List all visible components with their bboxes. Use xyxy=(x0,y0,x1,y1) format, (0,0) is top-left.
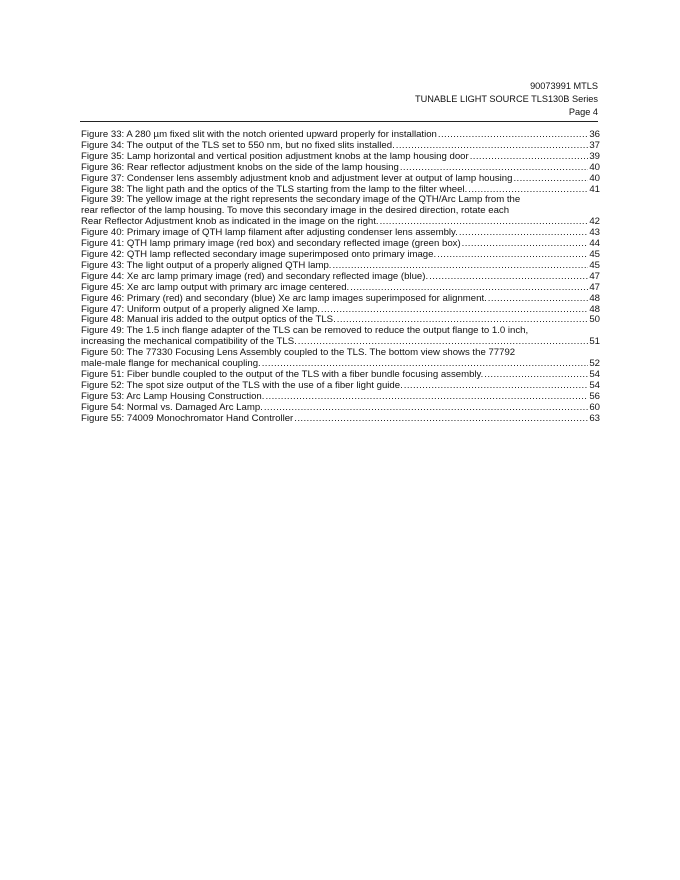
document-title: TUNABLE LIGHT SOURCE TLS130B Series xyxy=(415,94,598,104)
toc-entry-title: Figure 55: 74009 Monochromator Hand Controller xyxy=(81,412,294,424)
toc-entry-title: Figure 33: A 280 µm fixed slit with the notch oriented upward properly for installation xyxy=(81,129,437,140)
toc-entry-page: 54 xyxy=(589,379,600,391)
toc-entry-title: Figure 46: Primary (red) and secondary (blue) Xe arc lamp images superimposed for alignment. xyxy=(81,292,487,304)
dot-leader xyxy=(321,305,588,316)
toc-entry-title: Figure 38: The light path and the optics of the TLS starting from the lamp to the filter wheel. xyxy=(81,183,468,195)
toc-entry-page: 37 xyxy=(589,139,600,151)
toc-entry-title: Figure 45: Xe arc lamp output with primary arc image centered. xyxy=(81,281,350,293)
toc-entry-line: Figure 49: The 1.5 inch flange adapter of the TLS can be removed to reduce the output flange to 1.0 inch, xyxy=(81,325,529,337)
toc-entry-title: Figure 42: QTH lamp reflected secondary image superimposed onto primary image. xyxy=(81,248,437,260)
toc-entry-page: 47 xyxy=(589,270,600,282)
dot-leader xyxy=(438,130,588,141)
toc-entry-title: Figure 47: Uniform output of a properly aligned Xe lamp. xyxy=(81,303,320,315)
page-header xyxy=(415,80,598,119)
toc-entry[interactable] xyxy=(81,348,600,370)
toc-entry-page: 60 xyxy=(589,401,600,413)
toc-entry-page: 56 xyxy=(589,390,600,402)
toc-entry[interactable] xyxy=(81,414,600,425)
toc-entry-title: Figure 43: The light output of a properly aligned QTH lamp. xyxy=(81,259,332,271)
dot-leader xyxy=(484,370,588,381)
toc-entry-title: Figure 52: The spot size output of the TLS with the use of a fiber light guide. xyxy=(81,379,403,391)
toc-entry[interactable] xyxy=(81,326,600,348)
toc-entry-line: Figure 50: The 77330 Focusing Lens Assembly coupled to the TLS. The bottom view shows the 77792 xyxy=(81,347,516,359)
toc-entry-title: Figure 51: Fiber bundle coupled to the output of the TLS with a fiber bundle focusing assembly. xyxy=(81,368,484,380)
toc-entry-page: 48 xyxy=(589,292,600,304)
dot-leader xyxy=(400,163,588,174)
toc-entry[interactable] xyxy=(81,163,600,174)
dot-leader xyxy=(459,228,589,239)
toc-entry-title: Figure 41: QTH lamp primary image (red box) and secondary reflected image (green box) xyxy=(81,238,461,250)
dot-leader xyxy=(470,152,589,163)
dot-leader xyxy=(513,174,588,185)
toc-entry-title: Rear Reflector Adjustment knob as indicated in the image on the right. xyxy=(81,216,379,228)
toc-entry-page: 36 xyxy=(589,129,600,140)
toc-entry-page: 50 xyxy=(589,314,600,326)
toc-entry[interactable] xyxy=(81,283,600,294)
dot-leader xyxy=(294,414,588,425)
toc-entry-page: 41 xyxy=(589,183,600,195)
toc-entry-title: Figure 54: Normal vs. Damaged Arc Lamp. xyxy=(81,401,263,413)
toc-entry-page: 40 xyxy=(589,161,600,173)
dot-leader xyxy=(488,294,589,305)
page-number: Page 4 xyxy=(568,107,598,117)
dot-leader xyxy=(429,272,588,283)
toc-entry-page: 51 xyxy=(589,336,600,348)
toc-entry-page: 52 xyxy=(589,358,600,370)
toc-entry-title: Figure 53: Arc Lamp Housing Construction. xyxy=(81,390,265,402)
document-number: 90073991 MTLS xyxy=(530,81,598,91)
toc-entry-title: Figure 37: Condenser lens assembly adjustment knob and adjustment lever at output of lamp housing xyxy=(81,172,513,184)
toc-entry-title: Figure 40: Primary image of QTH lamp filament after adjusting condenser lens assembly. xyxy=(81,227,458,239)
dot-leader xyxy=(264,403,589,414)
toc-entry[interactable] xyxy=(81,195,600,228)
header-rule xyxy=(80,121,598,122)
toc-entry-page: 44 xyxy=(589,238,600,250)
toc-entry-page: 42 xyxy=(589,216,600,228)
toc-entry[interactable] xyxy=(81,403,600,414)
list-of-figures xyxy=(81,130,600,424)
toc-entry-title: Figure 36: Rear reflector adjustment knobs on the side of the lamp housing xyxy=(81,161,399,173)
toc-entry-title: male-male flange for mechanical coupling. xyxy=(81,358,261,370)
toc-entry[interactable] xyxy=(81,174,600,185)
dot-leader xyxy=(404,381,589,392)
toc-entry-page: 54 xyxy=(589,368,600,380)
toc-entry-title: Figure 35: Lamp horizontal and vertical position adjustment knobs at the lamp housing door xyxy=(81,150,469,162)
toc-entry[interactable] xyxy=(81,294,600,305)
toc-entry-page: 45 xyxy=(589,259,600,271)
dot-leader xyxy=(437,250,588,261)
toc-entry-page: 43 xyxy=(589,227,600,239)
toc-entry-page: 63 xyxy=(589,412,600,424)
toc-entry-line: rear reflector of the lamp housing. To move this secondary image in the desired direction, rotate each xyxy=(81,205,510,217)
dot-leader xyxy=(265,392,588,403)
toc-entry-page: 47 xyxy=(589,281,600,293)
toc-entry-page: 48 xyxy=(589,303,600,315)
toc-entry-title: Figure 34: The output of the TLS set to 550 nm, but no fixed slits installed. xyxy=(81,139,395,151)
dot-leader xyxy=(350,283,588,294)
toc-entry-page: 45 xyxy=(589,248,600,260)
toc-entry-line: Figure 39: The yellow image at the right represents the secondary image of the QTH/Arc Lamp from the xyxy=(81,194,521,206)
toc-entry-page: 40 xyxy=(589,172,600,184)
toc-entry-title: Figure 44: Xe arc lamp primary image (red) and secondary reflected image (blue). xyxy=(81,270,429,282)
toc-entry-title: Figure 48: Manual iris added to the output optics of the TLS. xyxy=(81,314,336,326)
toc-entry-title: increasing the mechanical compatibility of the TLS. xyxy=(81,336,297,348)
dot-leader xyxy=(462,239,589,250)
toc-entry-page: 39 xyxy=(589,150,600,162)
